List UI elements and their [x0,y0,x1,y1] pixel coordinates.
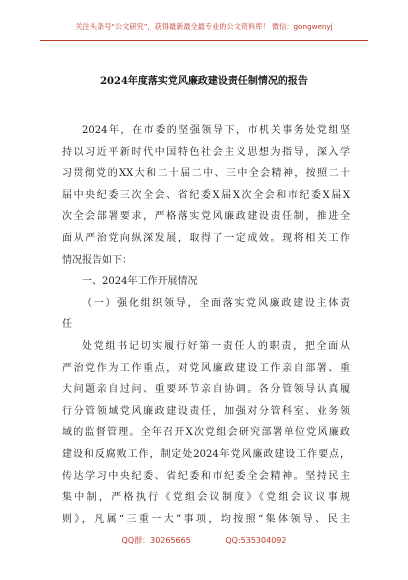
paragraph-line: 传达学习中央纪委、省纪委和市纪委全会精神。坚持民主 [62,470,350,482]
paragraph-line: 届中央纪委三次全会、省纪委X届X次全会和市纪委X届X [62,189,350,201]
paragraph-line: 建设和反腐败工作，制定处2024年党风廉政建设工作要点， [62,448,350,460]
header-divider [40,40,368,41]
paragraph-line: 习贯彻党的XX大和二十届二中、三中全会精神，按照二十 [62,168,350,180]
footer-qq-group: QQ群：30265665 [121,536,191,545]
paragraph-line: 行分管领域党风廉政建设责任，加强对分管科室、业务领 [62,405,350,417]
paragraph-line: 情况报告如下： [62,254,132,266]
header-banner: 关注头条号“公文研究”，获得最新最全最专业的公文资料库！ 微信：gongwenyj [75,22,333,31]
paragraph-line: 则》，凡属“三重一大”事项，均按照“集体领导、民主 [62,513,350,525]
section-heading: 一、2024年工作开展情况 [82,276,198,288]
paragraph-line: 域的监督管理。全年召开X次党组会研究部署单位党风廉政 [62,427,350,439]
document-title: 2024年度落实党风廉政建设责任制情况的报告 [100,76,308,87]
paragraph-line: 严治党作为工作重点，对党风廉政建设工作亲自部署、重 [62,362,350,374]
paragraph-line: 持以习近平新时代中国特色社会主义思想为指导，深入学 [62,146,350,158]
paragraph-line: 大问题亲自过问、重要环节亲自协调。各分管领导认真履 [62,384,350,396]
paragraph-line: 次全会部署要求，严格落实党风廉政建设责任制，推进全 [62,211,350,223]
paragraph-line: 处党组书记切实履行好第一责任人的职责，把全面从 [82,340,350,352]
subsection-heading-continued: 任 [62,319,72,331]
paragraph-line: 面从严治党向纵深发展，取得了一定成效。现将相关工作 [62,232,350,244]
footer-contact [0,535,408,546]
subsection-heading: （一）强化组织领导，全面落实党风廉政建设主体责 [82,297,350,309]
document-body [62,120,350,530]
footer-qq: QQ:535304092 [225,536,287,545]
paragraph-line: 2024年，在市委的坚强领导下，市机关事务处党组坚 [82,125,350,136]
paragraph-line: 集中制，严格执行《党组会议制度》《党组会议议事规 [62,492,350,504]
